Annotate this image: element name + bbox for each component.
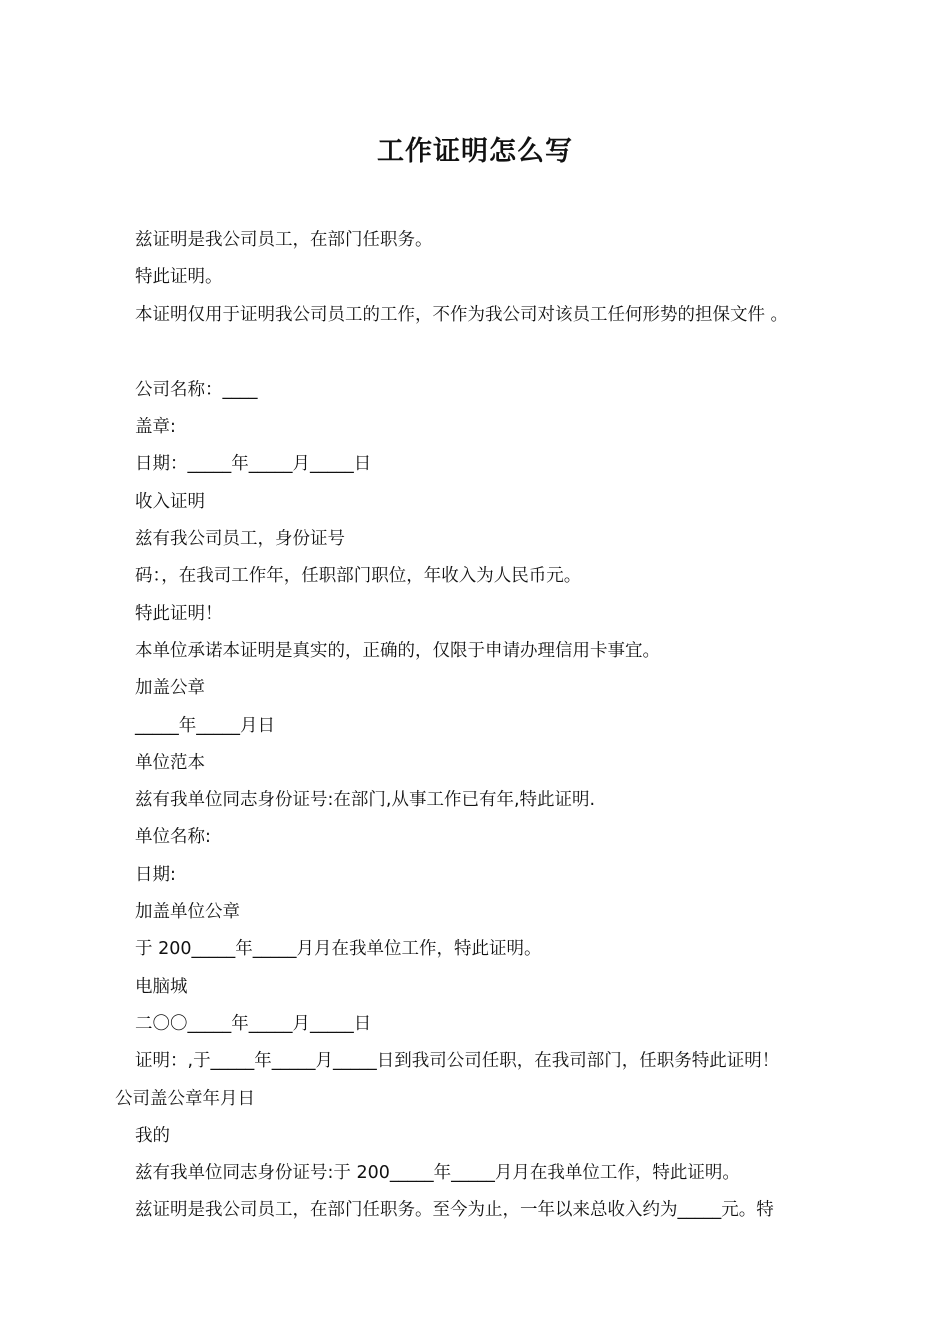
paragraph-line: 单位名称: bbox=[135, 827, 211, 848]
paragraph-line: 兹有我单位同志身份证号:于 200_____年_____月月在我单位工作，特此证明。 bbox=[135, 1163, 740, 1184]
paragraph-line: 本证明仅用于证明我公司员工的工作，不作为我公司对该员工任何形势的担保文件 。 bbox=[135, 304, 789, 325]
paragraph-line: 码：，在我司工作年，任职部门职位，年收入为人民币元。 bbox=[135, 566, 582, 587]
paragraph-line: 特此证明。 bbox=[135, 267, 223, 288]
paragraph-line: 兹有我公司员工，身份证号 bbox=[135, 529, 345, 550]
paragraph-line: 加盖公章 bbox=[135, 678, 205, 699]
paragraph-line: 兹有我单位同志身份证号:在部门,从事工作已有年,特此证明. bbox=[135, 790, 596, 811]
paragraph-line: 单位范本 bbox=[135, 752, 205, 773]
paragraph-line: _____年_____月日 bbox=[135, 715, 275, 736]
blank-spacer bbox=[0, 334, 950, 372]
document-body bbox=[0, 222, 950, 1230]
paragraph-line: 于 200_____年_____月月在我单位工作，特此证明。 bbox=[135, 939, 542, 960]
paragraph-line: 日期：_____年_____月_____日 bbox=[135, 454, 372, 475]
paragraph-line: 加盖单位公章 bbox=[135, 902, 240, 923]
paragraph-line: 特此证明！ bbox=[135, 603, 223, 624]
paragraph-line: 公司名称：____ bbox=[135, 379, 258, 400]
paragraph-line: 本单位承诺本证明是真实的，正确的，仅限于申请办理信用卡事宜。 bbox=[135, 640, 660, 661]
paragraph-line: 兹证明是我公司员工，在部门任职务。至今为止，一年以来总收入约为_____元。特 bbox=[135, 1200, 774, 1221]
paragraph-line: 我的 bbox=[135, 1125, 170, 1146]
paragraph-line: 电脑城 bbox=[135, 976, 188, 997]
paragraph-line: 兹证明是我公司员工，在部门任职务。 bbox=[135, 230, 433, 250]
paragraph-line: 证明：,于_____年_____月_____日到我司公司任职，在我司部门，任职务特此证明！ bbox=[135, 1051, 780, 1072]
paragraph-line: 二〇〇_____年_____月_____日 bbox=[135, 1013, 372, 1034]
paragraph-line: 公司盖公章年月日 bbox=[115, 1088, 255, 1109]
paragraph-line: 收入证明 bbox=[135, 491, 205, 512]
document-title: 工作证明怎么写 bbox=[377, 136, 573, 167]
paragraph-line: 盖章: bbox=[135, 417, 176, 438]
paragraph-line: 日期: bbox=[135, 864, 176, 885]
